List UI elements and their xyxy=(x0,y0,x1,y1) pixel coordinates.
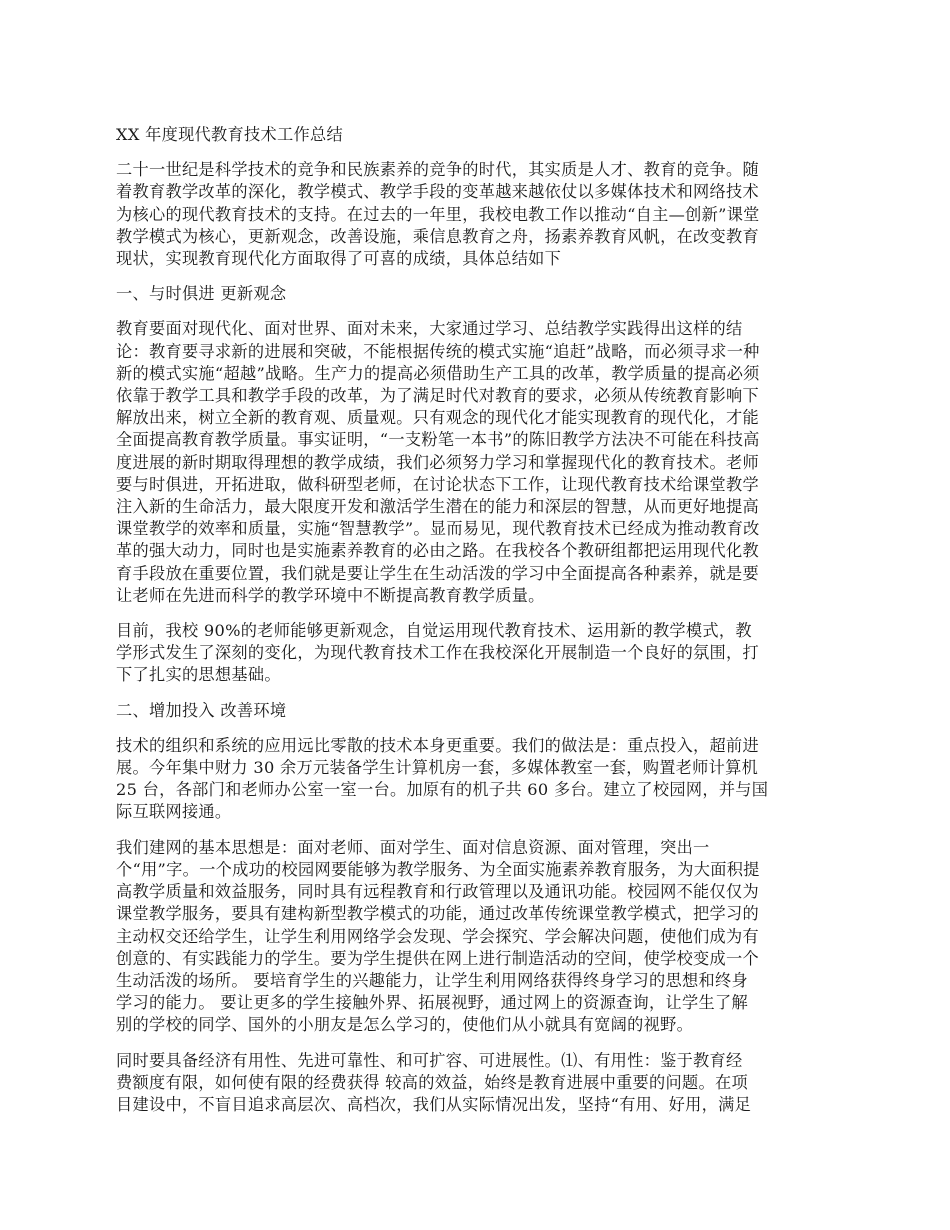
text-line: 下了扎实的思想基础。 xyxy=(116,665,281,685)
paragraph xyxy=(116,318,838,607)
text-line: 费额度有限，如何使有限的经费获得 较高的效益，始终是教育进展中重要的问题。在项 xyxy=(116,1072,748,1092)
text-line: 依靠于教学工具和教学手段的改革，为了满足时代对教育的要求，必须从传统教育影响下 xyxy=(116,386,760,406)
text-line: 着教育教学改革的深化，教学模式、教学手段的变革越来越依仗以多媒体技术和网络技术 xyxy=(116,182,760,202)
paragraph xyxy=(116,620,838,687)
text-line: 课堂教学的效率和质量，实施“智慧教学”。显而易见，现代教育技术已经成为推动教育改 xyxy=(116,519,760,539)
text-line: 现状，实现教育现代化方面取得了可喜的成绩，具体总结如下 xyxy=(116,249,562,269)
text-line: 论：教育要寻求新的进展和突破，不能根据传统的模式实施“追赶”战略，而必须寻求一种 xyxy=(116,341,760,361)
text-line: 展。今年集中财力 30 余万元装备学生计算机房一套，多媒体教室一套，购置老师计算机 xyxy=(116,758,759,778)
text-line: 同时要具备经济有用性、先进可靠性、和可扩容、可进展性。⑴、有用性：鉴于教育经 xyxy=(116,1050,743,1070)
text-line: 技术的组织和系统的应用远比零散的技术本身更重要。我们的做法是：重点投入，超前进 xyxy=(116,735,760,755)
text-line: 教育要面对现代化、面对世界、面对未来，大家通过学习、总结教学实践得出这样的结 xyxy=(116,319,743,339)
text-line: 注入新的生命活力，最大限度开发和激活学生潜在的能力和深层的智慧，从而更好地提高 xyxy=(116,497,760,517)
text-line: 二、增加投入 改善环境 xyxy=(116,700,287,720)
paragraph xyxy=(116,159,838,270)
text-line: 别的学校的同学、国外的小朋友是怎么学习的，使他们从小就具有宽阔的视野。 xyxy=(116,1015,694,1035)
text-line: 新的模式实施“超越”战略。生产力的提高必须借助生产工具的改革，教学质量的提高必须 xyxy=(116,363,760,383)
text-line: 高教学质量和效益服务，同时具有远程教育和行政管理以及通讯功能。校园网不能仅仅为 xyxy=(116,882,760,902)
text-line: 目建设中，不盲目追求高层次、高档次，我们从实际情况出发，坚持“有用、好用，满足 xyxy=(116,1094,752,1114)
text-line: 教学模式为核心，更新观念，改善设施，乘信息教育之舟，扬素养教育风帆，在改变教育 xyxy=(116,226,760,246)
paragraph xyxy=(116,735,838,824)
text-line: 学形式发生了深刻的变化，为现代教育技术工作在我校深化开展制造一个良好的氛围，打 xyxy=(116,643,760,663)
text-line: 育手段放在重要位置，我们就是要让学生在生动活泼的学习中全面提高各种素养，就是要 xyxy=(116,563,760,583)
text-line: 个“用”字。一个成功的校园网要能够为教学服务、为全面实施素养教育服务，为大面积提 xyxy=(116,859,760,879)
text-line: 生动活泼的场所。 要培育学生的兴趣能力，让学生利用网络获得终身学习的思想和终身 xyxy=(116,970,748,990)
text-line: 我们建网的基本思想是：面对老师、面对学生、面对信息资源、面对管理，突出一 xyxy=(116,837,710,857)
text-line: 际互联网接通。 xyxy=(116,802,232,822)
paragraph xyxy=(116,1050,838,1117)
text-line: 让老师在先进而科学的教学环境中不断提高教育教学质量。 xyxy=(116,585,545,605)
text-line: 25 台，各部门和老师办公室一室一台。加原有的机子共 60 多台。建立了校园网，并与国 xyxy=(116,780,769,800)
text-line: 度进展的新时期取得理想的教学成绩，我们必须努力学习和掌握现代化的教育技术。老师 xyxy=(116,452,760,472)
text-line: 目前，我校 90%的老师能够更新观念，自觉运用现代教育技术、运用新的教学模式，教 xyxy=(116,621,752,641)
document-title: XX 年度现代教育技术工作总结 xyxy=(116,125,343,144)
document-blocks xyxy=(116,159,838,1116)
text-line: 课堂教学服务，要具有建构新型教学模式的功能，通过改革传统课堂教学模式，把学习的 xyxy=(116,904,760,924)
section-heading xyxy=(116,700,838,722)
text-line: 要与时俱进，开拓进取，做科研型老师，在讨论状态下工作，让现代教育技术给课堂教学 xyxy=(116,474,760,494)
text-line: 革的强大动力，同时也是实施素养教育的必由之路。在我校各个教研组都把运用现代化教 xyxy=(116,541,760,561)
paragraph xyxy=(116,837,838,1037)
text-line: 为核心的现代教育技术的支持。在过去的一年里，我校电教工作以推动“自主—创新”课堂 xyxy=(116,204,760,224)
text-line: 解放出来，树立全新的教育观、质量观。只有观念的现代化才能实现教育的现代化，才能 xyxy=(116,408,760,428)
text-line: 创意的、有实践能力的学生。要为学生提供在网上进行制造活动的空间，使学校变成一个 xyxy=(116,948,760,968)
text-line: 二十一世纪是科学技术的竞争和民族素养的竞争的时代，其实质是人才、教育的竞争。随 xyxy=(116,160,760,180)
section-heading xyxy=(116,283,838,305)
text-line: 一、与时俱进 更新观念 xyxy=(116,284,287,304)
text-line: 全面提高教育教学质量。事实证明，“一支粉笔一本书”的陈旧教学方法决不可能在科技高 xyxy=(116,430,760,450)
document-body xyxy=(116,124,838,1129)
text-line: 学习的能力。 要让更多的学生接触外界、拓展视野，通过网上的资源查询，让学生了解 xyxy=(116,993,748,1013)
text-line: 主动权交还给学生，让学生利用网络学会发现、学会探究、学会解决问题，使他们成为有 xyxy=(116,926,760,946)
